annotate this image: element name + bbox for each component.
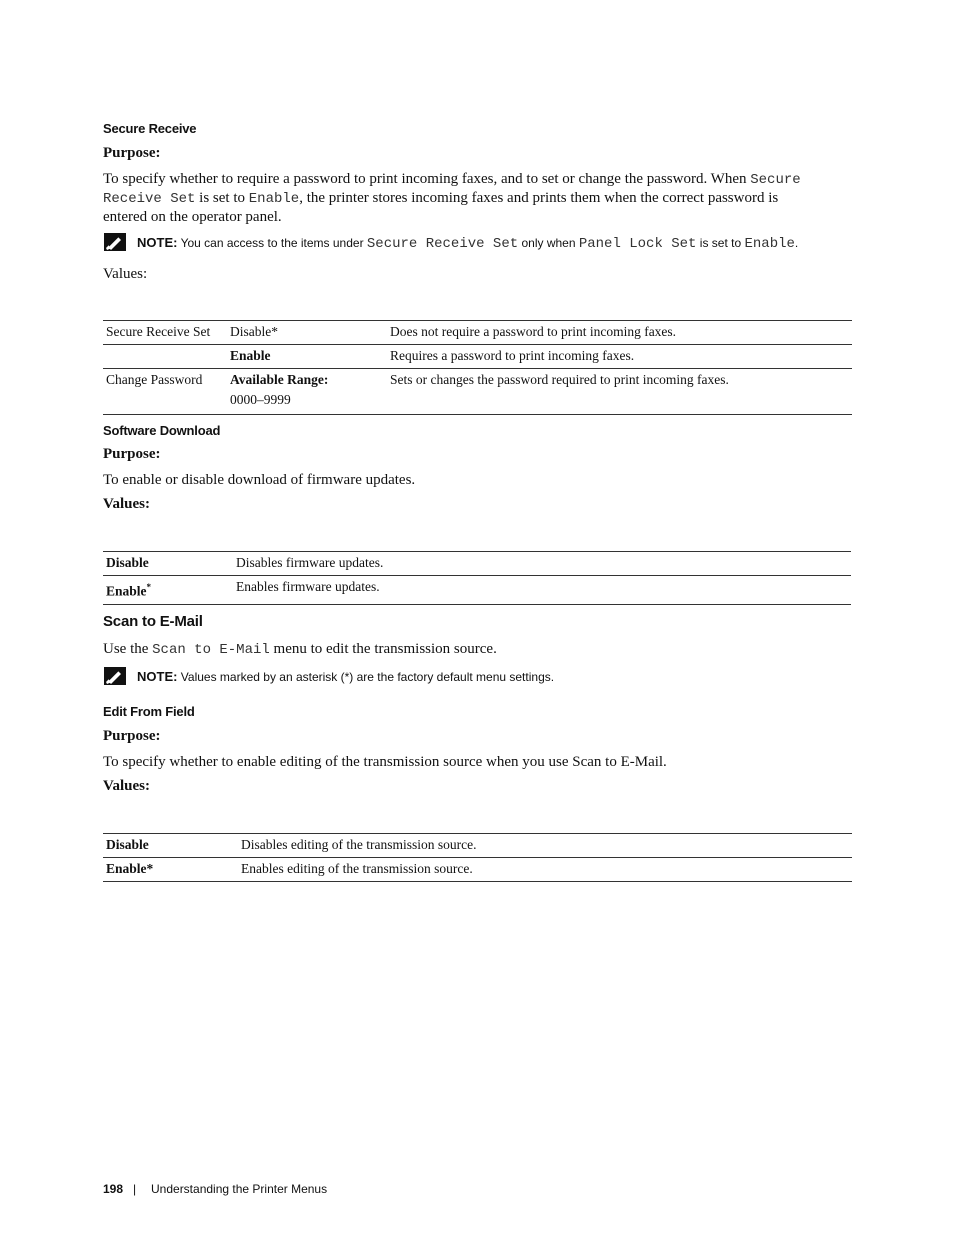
purpose-paragraph: To enable or disable download of firmware updates.: [103, 472, 416, 488]
table-cell: [103, 392, 227, 415]
table-row: [103, 345, 852, 369]
table-cell: Does not require a password to print incoming faxes.: [390, 324, 677, 339]
table-cell: Disable: [106, 837, 149, 852]
table-cell: [103, 345, 227, 369]
table-cell: Enable*: [106, 861, 154, 876]
purpose-paragraph: To specify whether to require a password to print incoming faxes, and to set or change the password. When Secure Receive Set is set to Enable, the printer stores incoming faxes and prints them when the correct password is entered on the operator panel.: [103, 171, 801, 225]
table-row: [103, 369, 852, 393]
table-cell: 0000–9999: [230, 392, 291, 407]
table-cell: Enables editing of the transmission source.: [241, 861, 473, 876]
table-cell: Secure Receive Set: [106, 324, 211, 339]
footer-chapter: Understanding the Printer Menus: [151, 1182, 328, 1196]
table-cell: Disables editing of the transmission source.: [241, 837, 477, 852]
section-heading-software-download: Software Download: [103, 423, 221, 438]
note-scan-to-email: NOTE: Values marked by an asterisk (*) are the factory default menu settings.: [137, 669, 555, 684]
intro-paragraph: Use the Scan to E-Mail menu to edit the transmission source.: [103, 641, 497, 658]
values-table-secure-receive: [103, 320, 852, 415]
table-cell: Requires a password to print incoming faxes.: [390, 348, 635, 363]
note-icon: [104, 667, 126, 690]
purpose-label: Purpose:: [103, 145, 161, 161]
table-cell: Sets or changes the password required to print incoming faxes.: [390, 372, 729, 387]
values-label: Values:: [103, 778, 150, 794]
table-cell: [387, 392, 852, 415]
table-row: [103, 321, 852, 345]
values-table-software-download: [103, 551, 851, 605]
table-cell: Disable: [106, 555, 149, 570]
values-table-edit-from-field: [103, 833, 852, 882]
table-row: [103, 576, 851, 605]
note-icon: [104, 233, 126, 256]
table-row: [103, 392, 852, 415]
purpose-paragraph: To specify whether to enable editing of the transmission source when you use Scan to E-Mail.: [103, 754, 667, 770]
footer-separator: |: [133, 1182, 137, 1196]
section-heading-scan-to-email: Scan to E-Mail: [103, 613, 203, 630]
values-label: Values:: [103, 496, 150, 512]
page-number: 198: [103, 1182, 124, 1196]
table-row: [103, 552, 851, 576]
table-cell: Disables firmware updates.: [236, 555, 384, 570]
section-heading-secure-receive: Secure Receive: [103, 121, 197, 136]
table-cell: Enable: [230, 348, 271, 363]
purpose-label: Purpose:: [103, 728, 161, 744]
table-cell: Enables firmware updates.: [236, 579, 380, 594]
purpose-label: Purpose:: [103, 446, 161, 462]
table-cell: Change Password: [106, 372, 203, 387]
note-secure-receive: NOTE: You can access to the items under Secure Receive Set only when Panel Lock Set is set to Enable.: [137, 235, 799, 252]
table-row: [103, 834, 852, 858]
values-label: Values:: [103, 266, 148, 282]
table-cell: Enable*: [106, 582, 152, 599]
section-heading-edit-from-field: Edit From Field: [103, 704, 195, 719]
table-row: [103, 858, 852, 882]
table-cell: Disable*: [230, 324, 278, 339]
table-cell: Available Range:: [230, 372, 329, 387]
